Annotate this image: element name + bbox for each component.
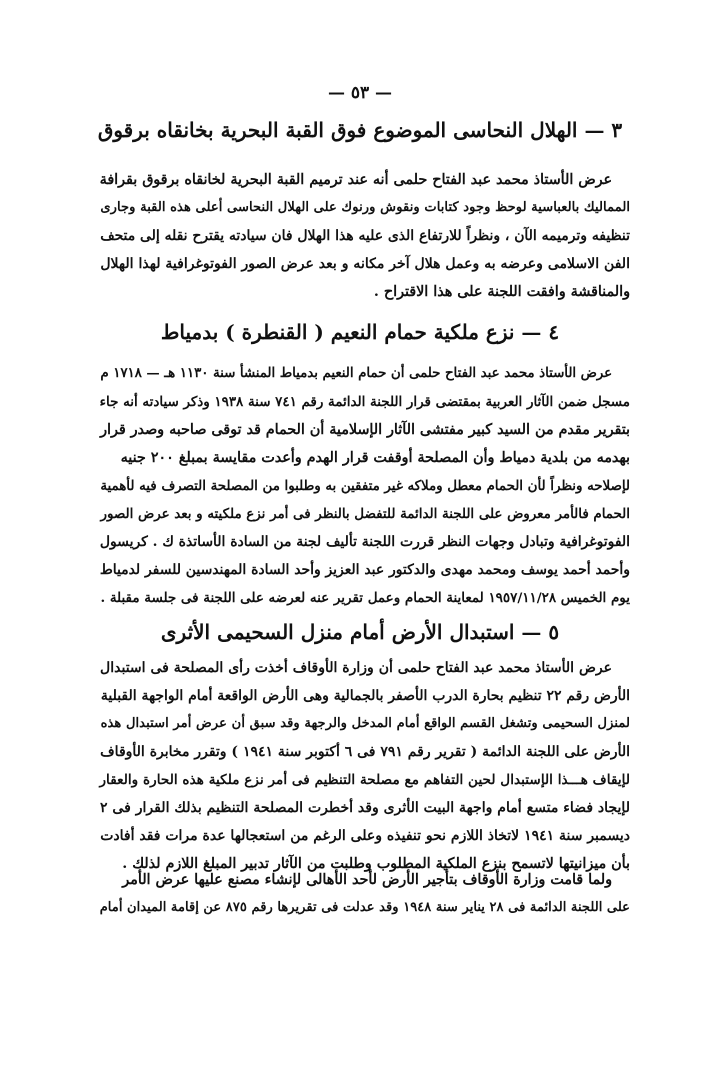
- paragraph-line: ولما قامت وزارة الأوقاف بتأجير الأرض لأحد الأهالى لإنشاء مصنع عليها عرض الأمر: [122, 872, 612, 888]
- paragraph-line: عرض الأستاذ محمد عبد الفتاح حلمى أنه عند ترميم القبة البحرية لخانقاه برقوق بقرافة: [99, 172, 612, 188]
- paragraph-line: لإصلاحه ونظراً لأن الحمام معطل وملاكه غير متفقين به وطلبوا من المصلحة التصرف فيه لأهمية: [100, 478, 630, 494]
- paragraph-line: الفوتوغرافية وتبادل وجهات النظر قررت اللجنة تأليف لجنة من السادة الأساتذة ك . كريسول: [99, 534, 630, 550]
- paragraph-line: لإيجاد فضاء متسع أمام واجهة البيت الأثرى وقد أخطرت المصلحة التنظيم بذلك القرار فى ٢: [100, 800, 630, 816]
- paragraph-line: المماليك بالعباسية لوحظ وجود كتابات ونقوش ورنوك على الهلال النحاسى أعلى هذه القبة وجارى: [100, 200, 630, 215]
- paragraph-line: بتقرير مقدم من السيد كبير مفتشى الآثار الإسلامية أن الحمام قد توقى صاحبه وصدر قرار: [100, 422, 630, 438]
- paragraph-line: بهدمه من بلدية دمياط وأن المصلحة أوقفت قرار الهدم وأعدت مقايسة بمبلغ ٢٠٠ جنيه: [120, 450, 630, 466]
- paragraph-line: بأن ميزانيتها لاتسمح بنزع الملكية المطلوب وطلبت من الآثار تدبير المبلغ اللازم لذلك .: [122, 856, 630, 872]
- paragraph-line: الحمام فالأمر معروض على اللجنة الدائمة للتفضل بالنظر فى أمر نزع ملكيته و بعد عرض الصور: [100, 506, 630, 522]
- paragraph-line: مسجل ضمن الآثار العربية بمقتضى قرار اللجنة الدائمة رقم ٧٤١ سنة ١٩٣٨ وذكر سيادته أنه جاء: [99, 394, 630, 410]
- paragraph-line: الأرض رقم ٢٢ تنظيم بحارة الدرب الأصفر بالجمالية وهى الأرض الواقعة أمام الواجهة القبلية: [100, 688, 630, 704]
- page-number: — ٥٣ —: [327, 83, 393, 103]
- paragraph-line: لمنزل السحيمى وتشغل القسم الواقع أمام المدخل والرجهة وقد سبق أن عرض أمر استبدال هذه: [100, 716, 630, 731]
- paragraph-line: لإيقاف هـــذا الإستبدال لحين التفاهم مع مصلحة التنظيم فى أمر نزع ملكية هذه الحارة والعقار: [99, 772, 630, 788]
- section-3-heading: ٣ — الهلال النحاسى الموضوع فوق القبة البحرية بخانقاه برقوق: [97, 118, 623, 142]
- section-5-heading: ٥ — استبدال الأرض أمام منزل السحيمى الأثرى: [160, 620, 560, 644]
- paragraph-line: والمناقشة وافقت اللجنة على هذا الاقتراح .: [373, 284, 630, 300]
- paragraph-line: ديسمبر سنة ١٩٤١ لاتخاذ اللازم نحو تنفيذه وعلى الرغم من استعجالها عدة مرات فقد أفادت: [100, 828, 630, 844]
- paragraph-line: عرض الأستاذ محمد عبد الفتاح حلمى أن حمام النعيم بدمياط المنشأ سنة ١١٣٠ هـ — ١٧١٨ م: [100, 366, 612, 381]
- paragraph-line: على اللجنة الدائمة فى ٢٨ يناير سنة ١٩٤٨ وقد عدلت فى تقريرها رقم ٨٧٥ عن إقامة الميدان أمام: [99, 900, 630, 915]
- section-4-heading: ٤ — نزع ملكية حمام النعيم ( القنطرة ) بدمياط: [160, 320, 560, 344]
- paragraph-line: عرض الأستاذ محمد عبد الفتاح حلمى أن وزارة الأوقاف أخذت رأى المصلحة فى استبدال: [100, 660, 612, 676]
- paragraph-line: الأرض على اللجنة الدائمة ( تقرير رقم ٧٩١ فى ٦ أكتوبر سنة ١٩٤١ ) وتقرر مخابرة الأوقاف: [100, 744, 630, 760]
- paragraph-line: يوم الخميس ١٩٥٧/١١/٢٨ لمعاينة الحمام وعمل تقرير عنه لعرضه على اللجنة فى جلسة مقبلة .: [100, 590, 630, 606]
- paragraph-line: تنظيفه وترميمه الآن ، ونظراً للارتفاع الذى عليه هذا الهلال فان سيادته يقترح نقله إلى متحف: [100, 228, 630, 244]
- paragraph-line: الفن الاسلامى وعرضه به وعمل هلال آخر مكانه و بعد عرض الصور الفوتوغرافية لهذا الهلال: [100, 256, 630, 272]
- paragraph-line: وأحمد أحمد يوسف ومحمد مهدى والدكتور عبد العزيز وأحد السادة المهندسين للسفر لدمياط: [99, 562, 630, 578]
